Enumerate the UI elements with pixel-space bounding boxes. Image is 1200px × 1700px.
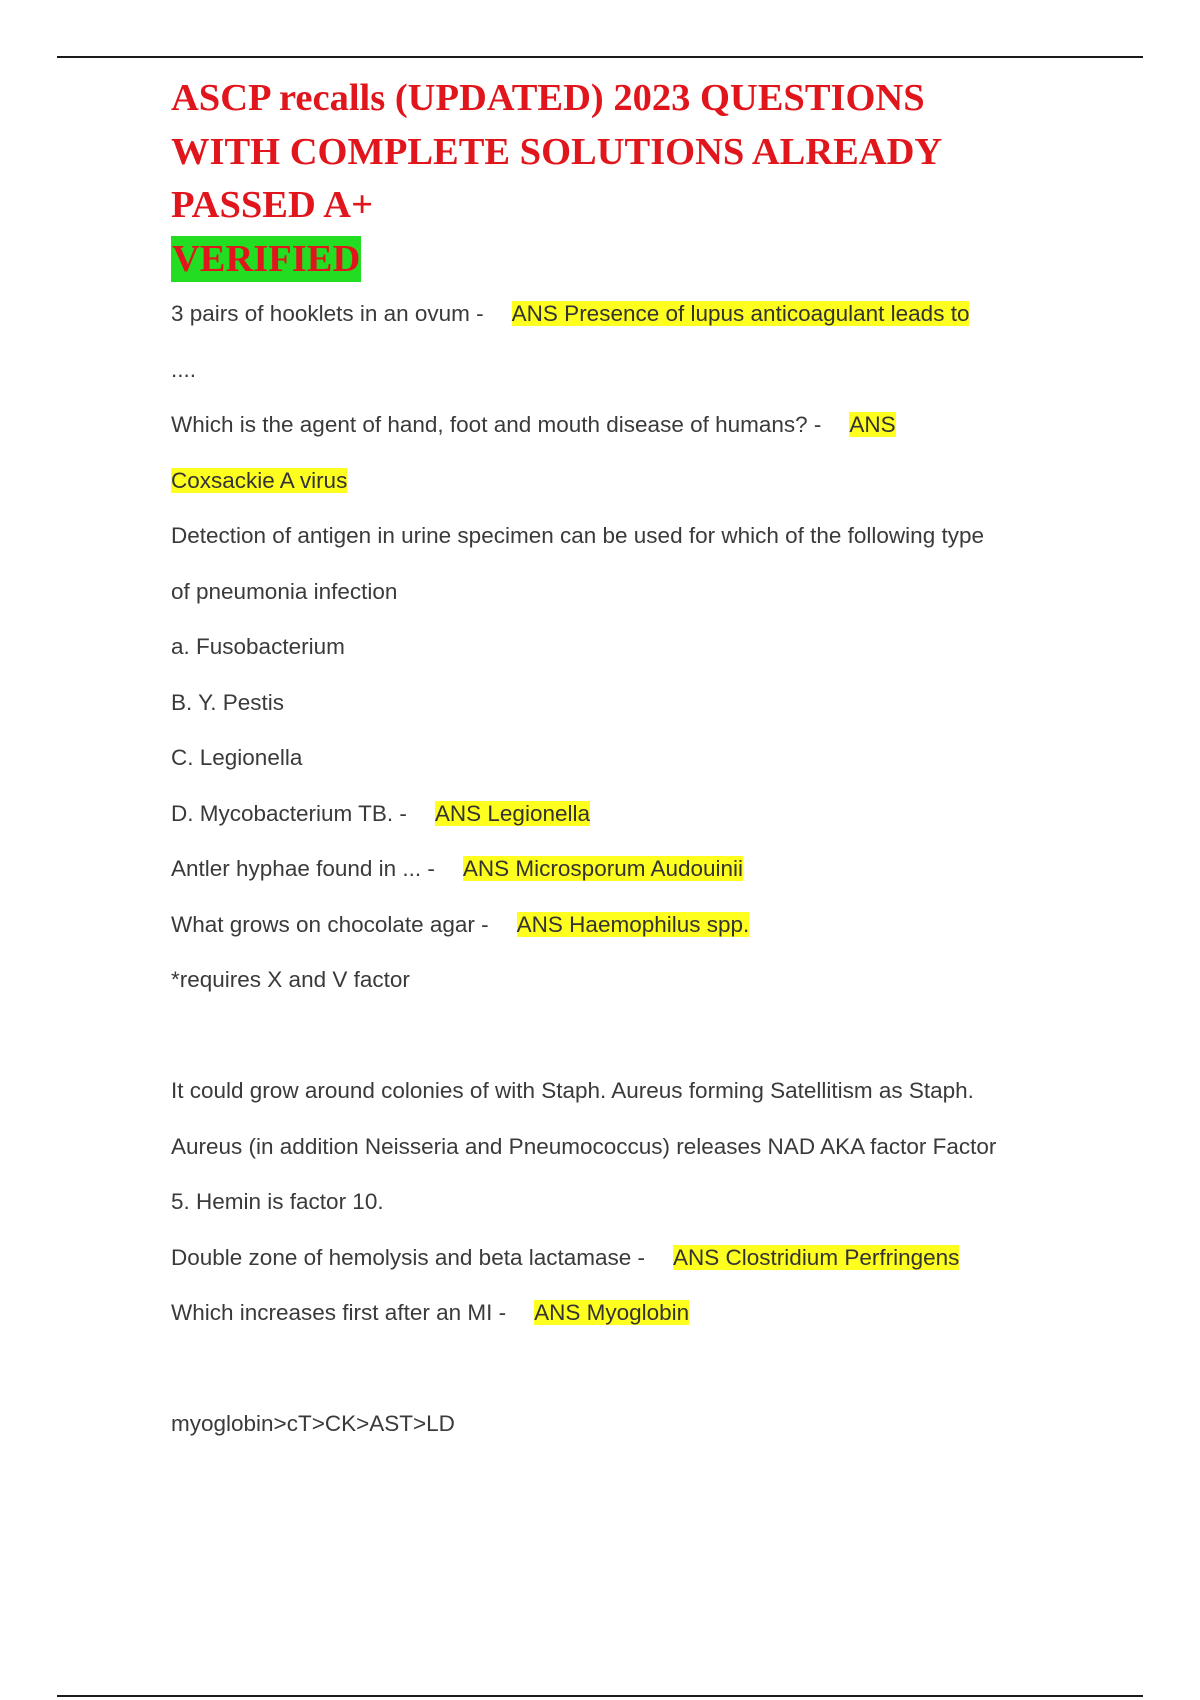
answer-highlight: ANS Legionella bbox=[434, 800, 590, 826]
document-body bbox=[171, 72, 1071, 1452]
answer-option: B. Y. Pestis bbox=[171, 689, 284, 715]
answer-option: C. Legionella bbox=[171, 745, 303, 770]
qa-item bbox=[171, 841, 1071, 897]
bottom-rule bbox=[57, 1695, 1143, 1697]
question-text: Detection of antigen in urine specimen can be used for which of the following type bbox=[171, 523, 984, 548]
qa-item bbox=[171, 286, 1071, 342]
title-line: ASCP recalls (UPDATED) 2023 QUESTIONS bbox=[171, 77, 925, 119]
top-rule bbox=[57, 56, 1143, 58]
answer-continuation: .... bbox=[171, 356, 197, 382]
answer-highlight: ANS Microsporum Audouinii bbox=[462, 856, 744, 881]
question-text: What grows on chocolate agar - bbox=[171, 911, 489, 937]
question-text: Antler hyphae found in ... - bbox=[171, 856, 435, 881]
qa-list bbox=[171, 286, 1071, 1452]
document-title bbox=[171, 72, 1071, 286]
verified-badge: VERIFIED bbox=[172, 237, 361, 280]
answer-option: a. Fusobacterium bbox=[171, 634, 345, 659]
question-text: Which increases first after an MI - bbox=[171, 1300, 507, 1325]
question-text: Which is the agent of hand, foot and mouth disease of humans? - bbox=[171, 412, 822, 437]
note-text: Aureus (in addition Neisseria and Pneumococcus) releases NAD AKA factor Factor bbox=[171, 1133, 997, 1159]
verified-line bbox=[171, 233, 1071, 287]
answer-line bbox=[171, 453, 1071, 509]
qa-item bbox=[171, 897, 1071, 953]
note-text: *requires X and V factor bbox=[171, 967, 410, 992]
answer-highlight: ANS Presence of lupus anticoagulant leads to bbox=[511, 301, 970, 326]
question-text: Double zone of hemolysis and beta lactamase - bbox=[171, 1244, 646, 1270]
question-text: 3 pairs of hooklets in an ovum - bbox=[171, 301, 484, 326]
answer-highlight: ANS Clostridium Perfringens bbox=[673, 1244, 960, 1270]
answer-highlight: ANS Haemophilus spp. bbox=[516, 911, 750, 937]
note-text: 5. Hemin is factor 10. bbox=[171, 1189, 384, 1214]
qa-item bbox=[171, 1285, 1071, 1341]
answer-option: D. Mycobacterium TB. - bbox=[171, 800, 407, 826]
qa-item bbox=[171, 397, 1071, 453]
answer-highlight: Coxsackie A virus bbox=[171, 467, 348, 493]
note-text: It could grow around colonies of with Staph. Aureus forming Satellitism as Staph. bbox=[171, 1078, 974, 1103]
title-line: PASSED A+ bbox=[171, 184, 374, 226]
note-text: myoglobin>cT>CK>AST>LD bbox=[171, 1411, 455, 1436]
title-line: WITH COMPLETE SOLUTIONS ALREADY bbox=[171, 130, 943, 173]
answer-highlight: ANS Myoglobin bbox=[534, 1300, 690, 1325]
answer-highlight: ANS bbox=[849, 412, 896, 437]
question-text: of pneumonia infection bbox=[171, 578, 398, 604]
qa-item bbox=[171, 1230, 1071, 1286]
qa-item bbox=[171, 786, 1071, 842]
